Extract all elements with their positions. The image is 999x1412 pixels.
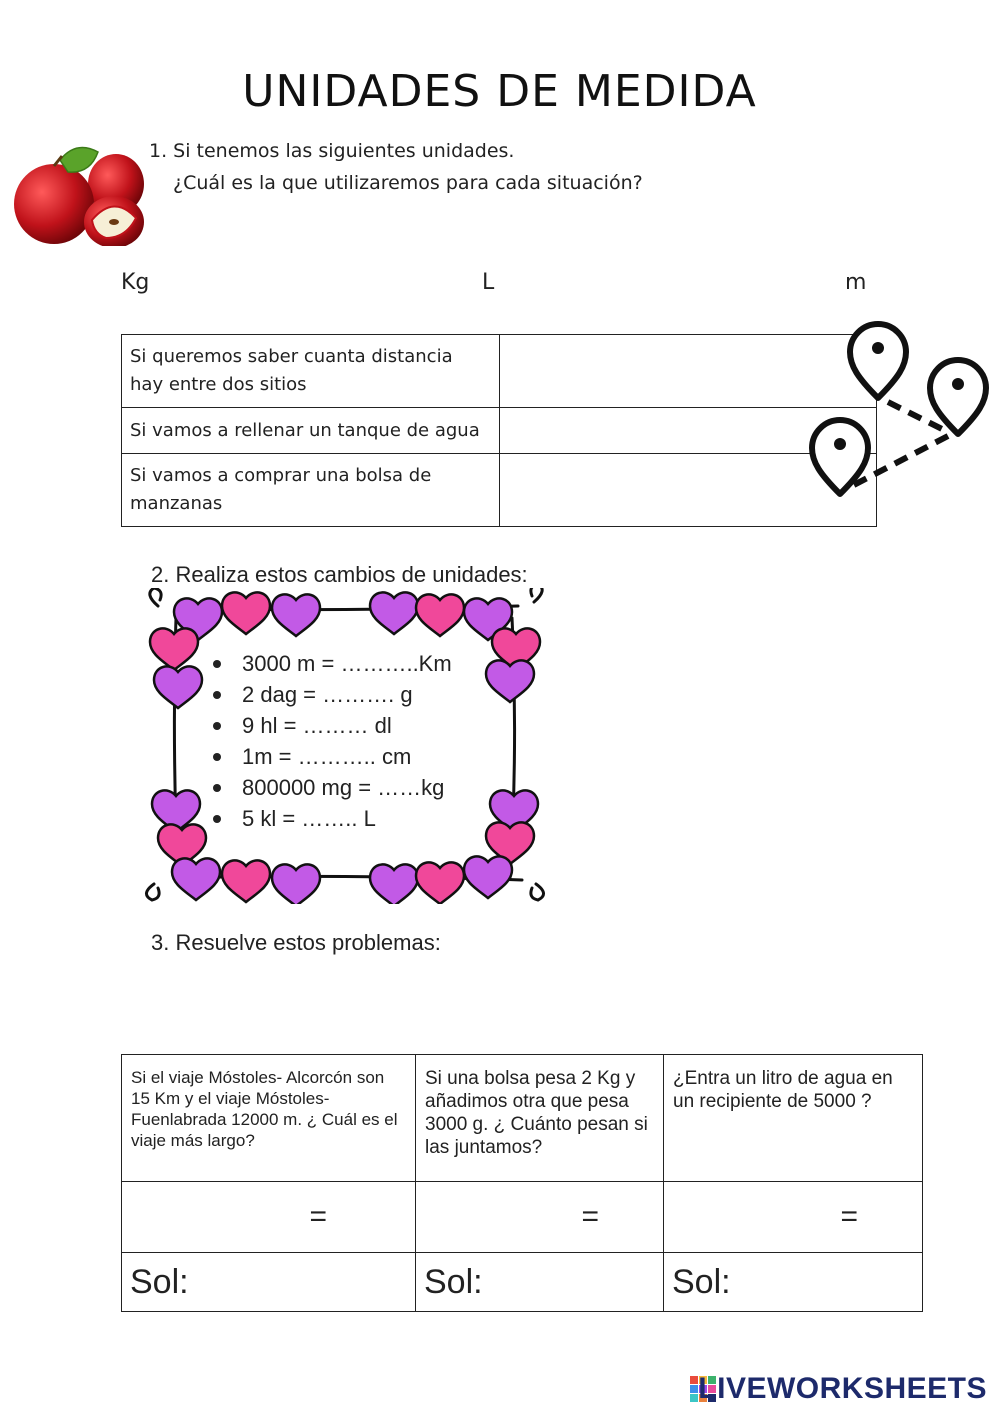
question-1-number: 1. Si tenemos las siguientes unidades. xyxy=(149,140,515,162)
problem-1-text: Si el viaje Móstoles- Alcorcón son 15 Km y el viaje Móstoles-Fuenlabrada 12000 m. ¿ Cuál es el viaje más largo? xyxy=(122,1055,416,1182)
question-1-prompt: ¿Cuál es la que utilizaremos para cada situación? xyxy=(173,172,643,194)
equals-sign: = xyxy=(309,1200,327,1233)
list-item: 800000 mg = ……kg xyxy=(208,772,452,803)
situation-cell: Si vamos a comprar una bolsa de manzanas xyxy=(122,454,500,527)
table-row xyxy=(122,1182,923,1253)
list-item: 2 dag = ………. g xyxy=(208,679,452,710)
unit-l: L xyxy=(482,270,495,295)
problem-2-text: Si una bolsa pesa 2 Kg y añadimos otra que pesa 3000 g. ¿ Cuánto pesan si las juntamos? xyxy=(416,1055,664,1182)
unit-kg: Kg xyxy=(121,270,150,295)
units-table xyxy=(121,334,877,527)
list-item: 1m = ……….. cm xyxy=(208,741,452,772)
situation-cell: Si queremos saber cuanta distancia hay entre dos sitios xyxy=(122,335,500,408)
table-row xyxy=(122,335,877,408)
section-2-title: 2. Realiza estos cambios de unidades: xyxy=(151,562,528,587)
solution-label: Sol: xyxy=(424,1262,483,1301)
page-title: UNIDADES DE MEDIDA xyxy=(242,66,757,117)
list-item: 5 kl = …….. L xyxy=(208,803,452,834)
problems-table xyxy=(121,1054,923,1312)
conversion-list xyxy=(208,648,452,834)
equals-sign: = xyxy=(581,1200,599,1233)
solution-cell[interactable] xyxy=(122,1253,416,1312)
section-3-title: 3. Resuelve estos problemas: xyxy=(151,930,441,955)
solution-label: Sol: xyxy=(130,1262,189,1301)
solution-label: Sol: xyxy=(672,1262,731,1301)
list-item: 3000 m = ………..Km xyxy=(208,648,452,679)
situation-cell: Si vamos a rellenar un tanque de agua xyxy=(122,408,500,454)
operation-cell[interactable] xyxy=(122,1182,416,1253)
solution-cell[interactable] xyxy=(664,1253,923,1312)
solution-cell[interactable] xyxy=(416,1253,664,1312)
map-pins-icon xyxy=(808,316,994,500)
unit-m: m xyxy=(845,270,867,295)
table-row xyxy=(122,408,877,454)
table-row xyxy=(122,454,877,527)
list-item: 9 hl = ……… dl xyxy=(208,710,452,741)
problem-3-text: ¿Entra un litro de agua en un recipiente de 5000 ? xyxy=(664,1055,923,1182)
operation-cell[interactable] xyxy=(416,1182,664,1253)
apples-icon xyxy=(14,142,144,246)
table-row xyxy=(122,1055,923,1182)
brand-name: LIVEWORKSHEETS xyxy=(698,1372,987,1405)
equals-sign: = xyxy=(840,1200,858,1233)
table-row xyxy=(122,1253,923,1312)
operation-cell[interactable] xyxy=(664,1182,923,1253)
